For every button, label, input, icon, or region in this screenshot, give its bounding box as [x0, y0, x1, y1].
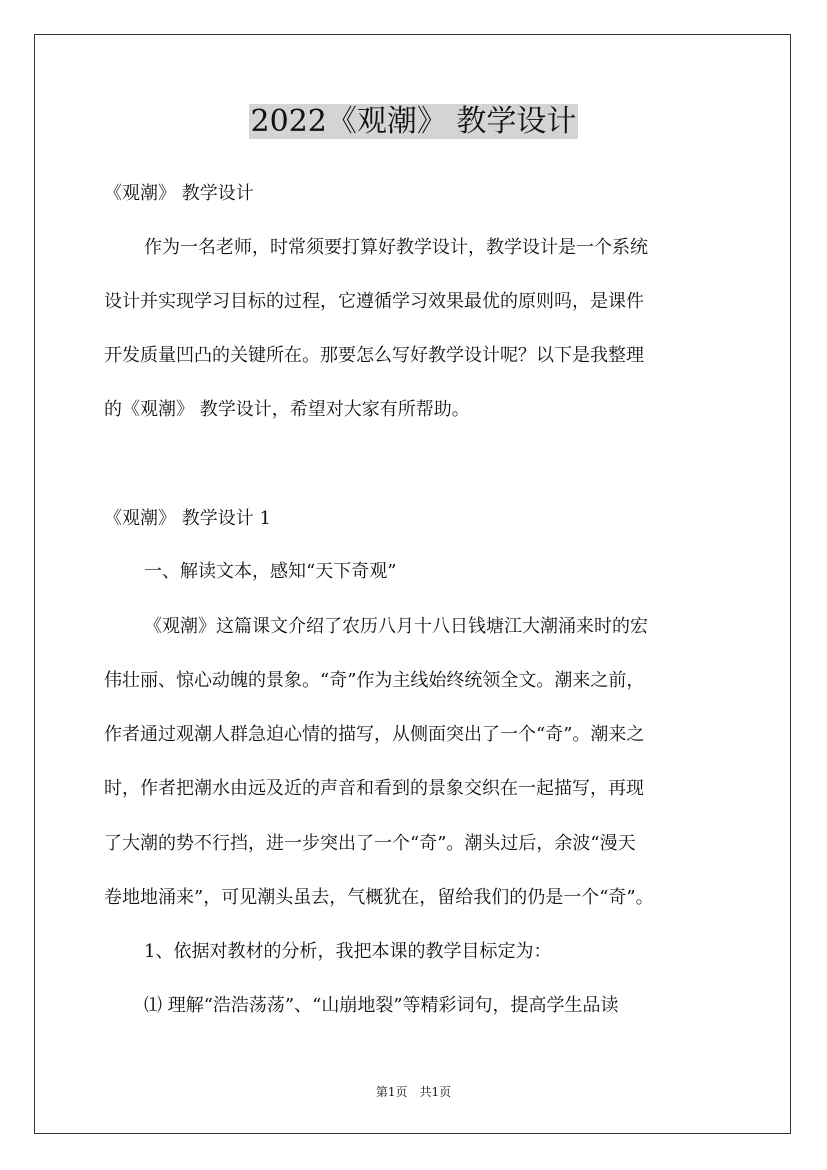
body-paragraph-line: 伟壮丽、惊心动魄的景象。“奇”作为主线始终统领全文。潮来之前，: [104, 670, 645, 691]
intro-paragraph-line: 的《观潮》 教学设计，希望对大家有所帮助。: [104, 399, 470, 420]
document-title: [0, 100, 827, 144]
subsection-heading: 一、解读文本，感知“天下奇观”: [144, 561, 397, 582]
intro-paragraph-line: 开发质量凹凸的关键所在。那要怎么写好教学设计呢？以下是我整理: [104, 345, 644, 366]
body-paragraph-line: 了大潮的势不行挡，进一步突出了一个“奇”。潮头过后，余波“漫天: [104, 833, 636, 854]
subtitle-line: 《观潮》 教学设计: [104, 183, 254, 204]
page-footer: 第1页 共1页: [375, 1085, 452, 1099]
intro-paragraph-line: 设计并实现学习目标的过程，它遵循学习效果最优的原则吗，是课件: [104, 291, 644, 312]
intro-paragraph-line: 作为一名老师，时常须要打算好教学设计，教学设计是一个系统: [144, 237, 648, 258]
document-title-text: 2022《观潮》 教学设计: [250, 104, 577, 139]
body-paragraph-line: 《观潮》这篇课文介绍了农历八月十八日钱塘江大潮涌来时的宏: [144, 616, 648, 637]
body-paragraph-line: 作者通过观潮人群急迫心情的描写，从侧面突出了一个“奇”。潮来之: [104, 724, 645, 745]
body-paragraph-line: 时，作者把潮水由远及近的声音和看到的景象交织在一起描写，再现: [104, 778, 644, 799]
section-heading: 《观潮》 教学设计 1: [104, 508, 271, 529]
body-paragraph-line: 卷地地涌来”，可见潮头虽去，气概犹在，留给我们的仍是一个“奇”。: [104, 887, 654, 908]
objectives-intro-line: 1、依据对教材的分析，我把本课的教学目标定为：: [144, 941, 552, 962]
objective-item-line: ⑴ 理解“浩浩荡荡”、“山崩地裂”等精彩词句，提高学生品读: [144, 995, 619, 1016]
